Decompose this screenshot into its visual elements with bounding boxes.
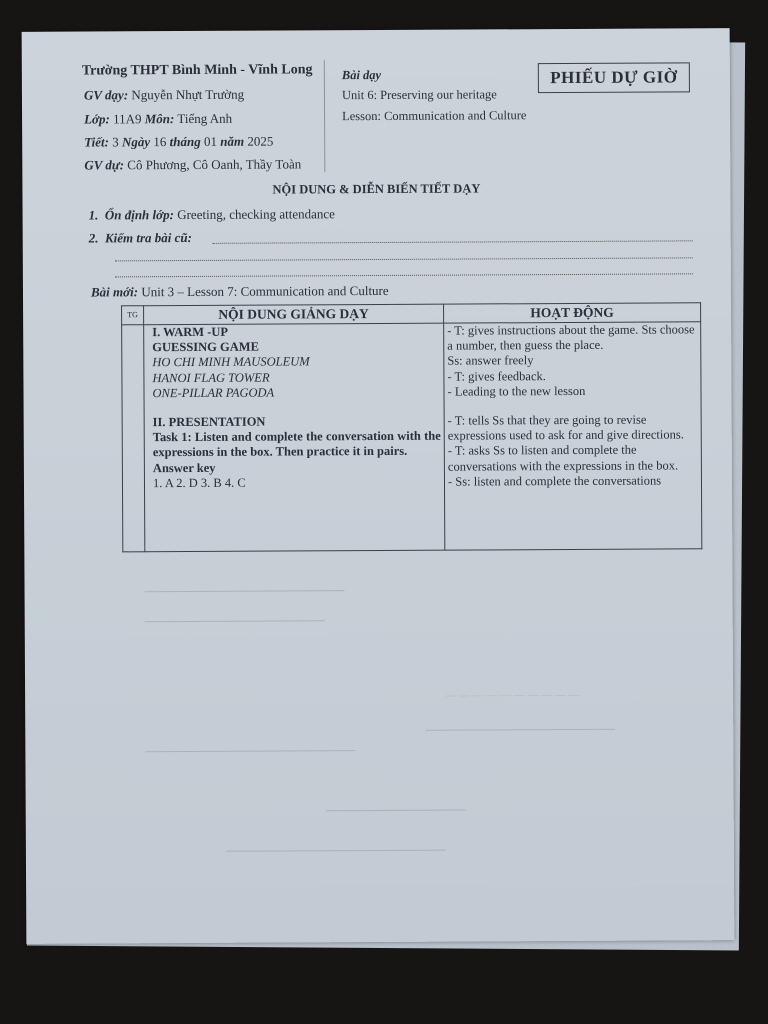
activity-line: - Ss: listen and complete the conversations bbox=[447, 473, 662, 489]
show-through-line bbox=[326, 810, 466, 812]
item2-label: Kiểm tra bài cũ: bbox=[104, 229, 193, 246]
activity-line: - Leading to the new lesson bbox=[447, 383, 586, 399]
new-lesson-row bbox=[91, 283, 389, 301]
teacher-row bbox=[84, 87, 244, 104]
subject-label: Môn: bbox=[144, 111, 175, 127]
time-cell bbox=[122, 325, 145, 552]
presentation-title: II. PRESENTATION bbox=[152, 414, 266, 430]
class-label: Lớp: bbox=[84, 111, 110, 127]
col-header-content: NỘI DUNG GIẢNG DẠY bbox=[144, 304, 444, 325]
item-homework-check bbox=[89, 230, 192, 247]
period-value: 3 bbox=[112, 134, 119, 150]
dotted-line bbox=[115, 256, 693, 261]
observers-label: GV dự: bbox=[84, 157, 125, 173]
month-label: tháng bbox=[169, 133, 201, 150]
class-row bbox=[84, 111, 232, 128]
col-header-time: TG bbox=[122, 306, 144, 325]
content-cell bbox=[144, 323, 445, 552]
teacher-name: Nguyễn Nhựt Trường bbox=[131, 86, 245, 103]
warmup-title: I. WARM -UP bbox=[152, 324, 229, 340]
date-row bbox=[84, 134, 273, 151]
dotted-line bbox=[115, 272, 693, 277]
teacher-label: GV dạy: bbox=[83, 87, 129, 103]
col-header-activity: HOẠT ĐỘNG bbox=[444, 303, 701, 323]
activity-line: Ss: answer freely bbox=[447, 353, 534, 369]
item-classroom-settling bbox=[89, 206, 335, 223]
show-through-line bbox=[145, 750, 355, 752]
school-name: Trường THPT Bình Minh - Vĩnh Long bbox=[81, 62, 313, 79]
table-header-row bbox=[122, 303, 701, 325]
place-1: HO CHI MINH MAUSOLEUM bbox=[152, 354, 310, 370]
lesson-observation-sheet bbox=[22, 28, 735, 944]
answer-key: 1. A 2. D 3. B 4. C bbox=[152, 475, 246, 491]
lesson-title: Lesson: Communication and Culture bbox=[342, 108, 527, 124]
period-label: Tiết: bbox=[84, 134, 110, 150]
show-through-line bbox=[145, 590, 345, 592]
activity-line: - T: tells Ss that they are going to revise expressions used to ask for and give directions. bbox=[447, 412, 684, 443]
new-lesson-text: Unit 3 – Lesson 7: Communication and Culture bbox=[141, 282, 389, 300]
unit-title: Unit 6: Preserving our heritage bbox=[341, 87, 497, 103]
subject-value: Tiếng Anh bbox=[177, 110, 233, 127]
new-lesson-label: Bài mới: bbox=[90, 284, 139, 300]
activity-cell bbox=[444, 322, 702, 550]
day-label: Ngày bbox=[121, 134, 151, 150]
class-value: 11A9 bbox=[113, 111, 142, 127]
show-through-line bbox=[425, 729, 615, 731]
place-3: ONE-PILLAR PAGODA bbox=[152, 385, 275, 400]
dotted-line bbox=[213, 239, 693, 244]
lesson-label: Bài dạy bbox=[341, 67, 382, 83]
show-through-text: — — — — — — — — — — bbox=[445, 688, 580, 702]
lesson-content-table bbox=[121, 302, 702, 552]
observers-value: Cô Phương, Cô Oanh, Thầy Toàn bbox=[127, 156, 302, 173]
place-2: HANOI FLAG TOWER bbox=[152, 370, 270, 385]
day-value: 16 bbox=[153, 134, 167, 150]
item1-text: Greeting, checking attendance bbox=[177, 206, 335, 223]
month-value: 01 bbox=[203, 133, 218, 149]
activity-line: - T: asks Ss to listen and complete the conversations with the expressions in the box. bbox=[447, 443, 679, 474]
observers-row bbox=[84, 156, 301, 173]
item1-number: 1. bbox=[88, 207, 99, 223]
header-divider bbox=[324, 60, 326, 172]
section-title: NỘI DUNG & DIỄN BIẾN TIẾT DẠY bbox=[272, 181, 481, 197]
task1-instruction: Task 1: Listen and complete the conversation with the expressions in the box. Then practice it in pairs. bbox=[152, 428, 441, 460]
item2-number: 2. bbox=[88, 230, 99, 246]
year-label: năm bbox=[220, 133, 245, 149]
show-through-line bbox=[145, 620, 325, 622]
activity-line: - T: gives instructions about the game. Sts choose a number, then guess the place. bbox=[447, 322, 695, 353]
show-through-line bbox=[226, 850, 446, 852]
answer-key-label: Answer key bbox=[152, 460, 216, 475]
observation-form-title: PHIẾU DỰ GIỜ bbox=[538, 62, 690, 93]
year-value: 2025 bbox=[247, 133, 274, 149]
table-row bbox=[122, 322, 702, 552]
game-title: GUESSING GAME bbox=[152, 339, 259, 355]
activity-line: - T: gives feedback. bbox=[447, 368, 546, 384]
item1-label: Ổn định lớp: bbox=[104, 207, 174, 223]
